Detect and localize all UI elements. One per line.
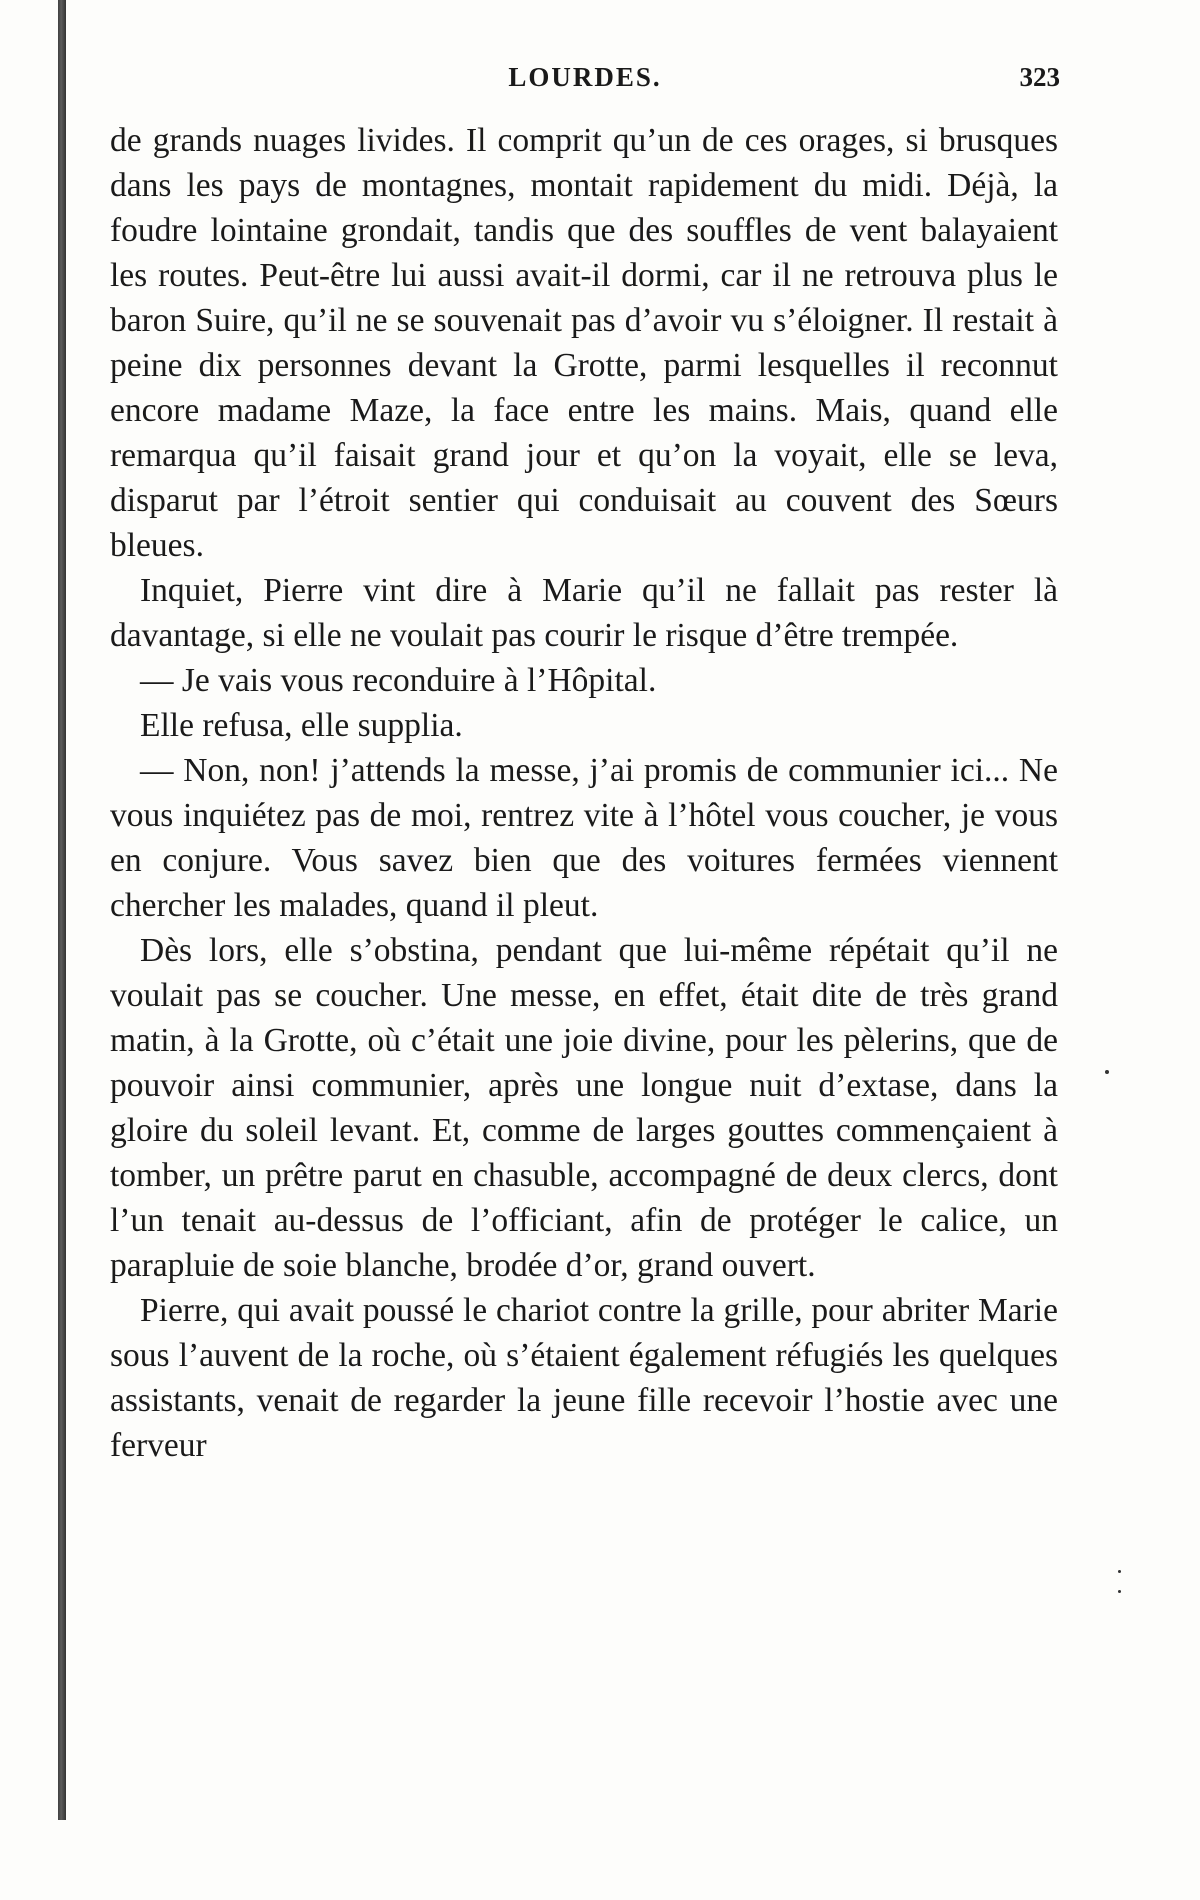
paragraph-6: Dès lors, elle s’obstina, pendant que lui-même répétait qu’il ne voulait pas se coucher. Une messe, en effet, était dite de très grand matin, à la Grotte, où c’était une joie divine, pour les pèlerins, que de pouvoir ainsi communier, après une longue nuit d’extase, dans la gloire du soleil levant. Et, comme de larges gouttes commençaient à tomber, un prêtre parut en chasuble, accompagné de deux clercs, dont l’un tenait au-dessus de l’officiant, afin de protéger le calice, un parapluie de soie blanche, brodée d’or, grand ouvert. — [110, 932, 1058, 1284]
running-title: LOURDES. — [508, 62, 662, 92]
ink-speck — [1105, 1070, 1109, 1074]
text-block — [110, 118, 1058, 1468]
page-number: 323 — [1019, 62, 1060, 92]
paragraph-5: — Non, non! j’attends la messe, j’ai promis de communier ici... Ne vous inquiétez pas de moi, rentrez vite à l’hôtel vous coucher, je vous en conjure. Vous savez bien que des voitures fermées viennent chercher les malades, quand il pleut. — [110, 752, 1058, 924]
ink-speck — [1118, 1570, 1121, 1573]
paragraph-4: Elle refusa, elle supplia. — [140, 707, 463, 744]
binding-edge — [58, 0, 66, 1820]
paragraph-3: — Je vais vous reconduire à l’Hôpital. — [140, 662, 657, 699]
running-head — [110, 62, 1060, 102]
paragraph-1: de grands nuages livides. Il comprit qu’un de ces orages, si brusques dans les pays de montagnes, montait rapidement du midi. Déjà, la foudre lointaine grondait, tandis que des souffles de vent balayaient les routes. Peut-être lui aussi avait-il dormi, car il ne retrouva plus le baron Suire, qu’il ne se souvenait pas d’avoir vu s’éloigner. Il restait à peine dix personnes devant la Grotte, parmi lesquelles il reconnut encore madame Maze, la face entre les mains. Mais, quand elle remarqua qu’il faisait grand jour et qu’on la voyait, elle se leva, disparut par l’étroit sentier qui conduisait au couvent des Sœurs bleues. — [110, 122, 1058, 564]
ink-speck — [1118, 1590, 1121, 1593]
paragraph-2: Inquiet, Pierre vint dire à Marie qu’il ne fallait pas rester là davantage, si elle ne voulait pas courir le risque d’être trempée. — [110, 572, 1058, 654]
paragraph-7: Pierre, qui avait poussé le chariot contre la grille, pour abriter Marie sous l’auvent de la roche, où s’étaient également réfugiés les quelques assistants, venait de regarder la jeune fille recevoir l’hostie avec une ferveur — [110, 1292, 1058, 1464]
